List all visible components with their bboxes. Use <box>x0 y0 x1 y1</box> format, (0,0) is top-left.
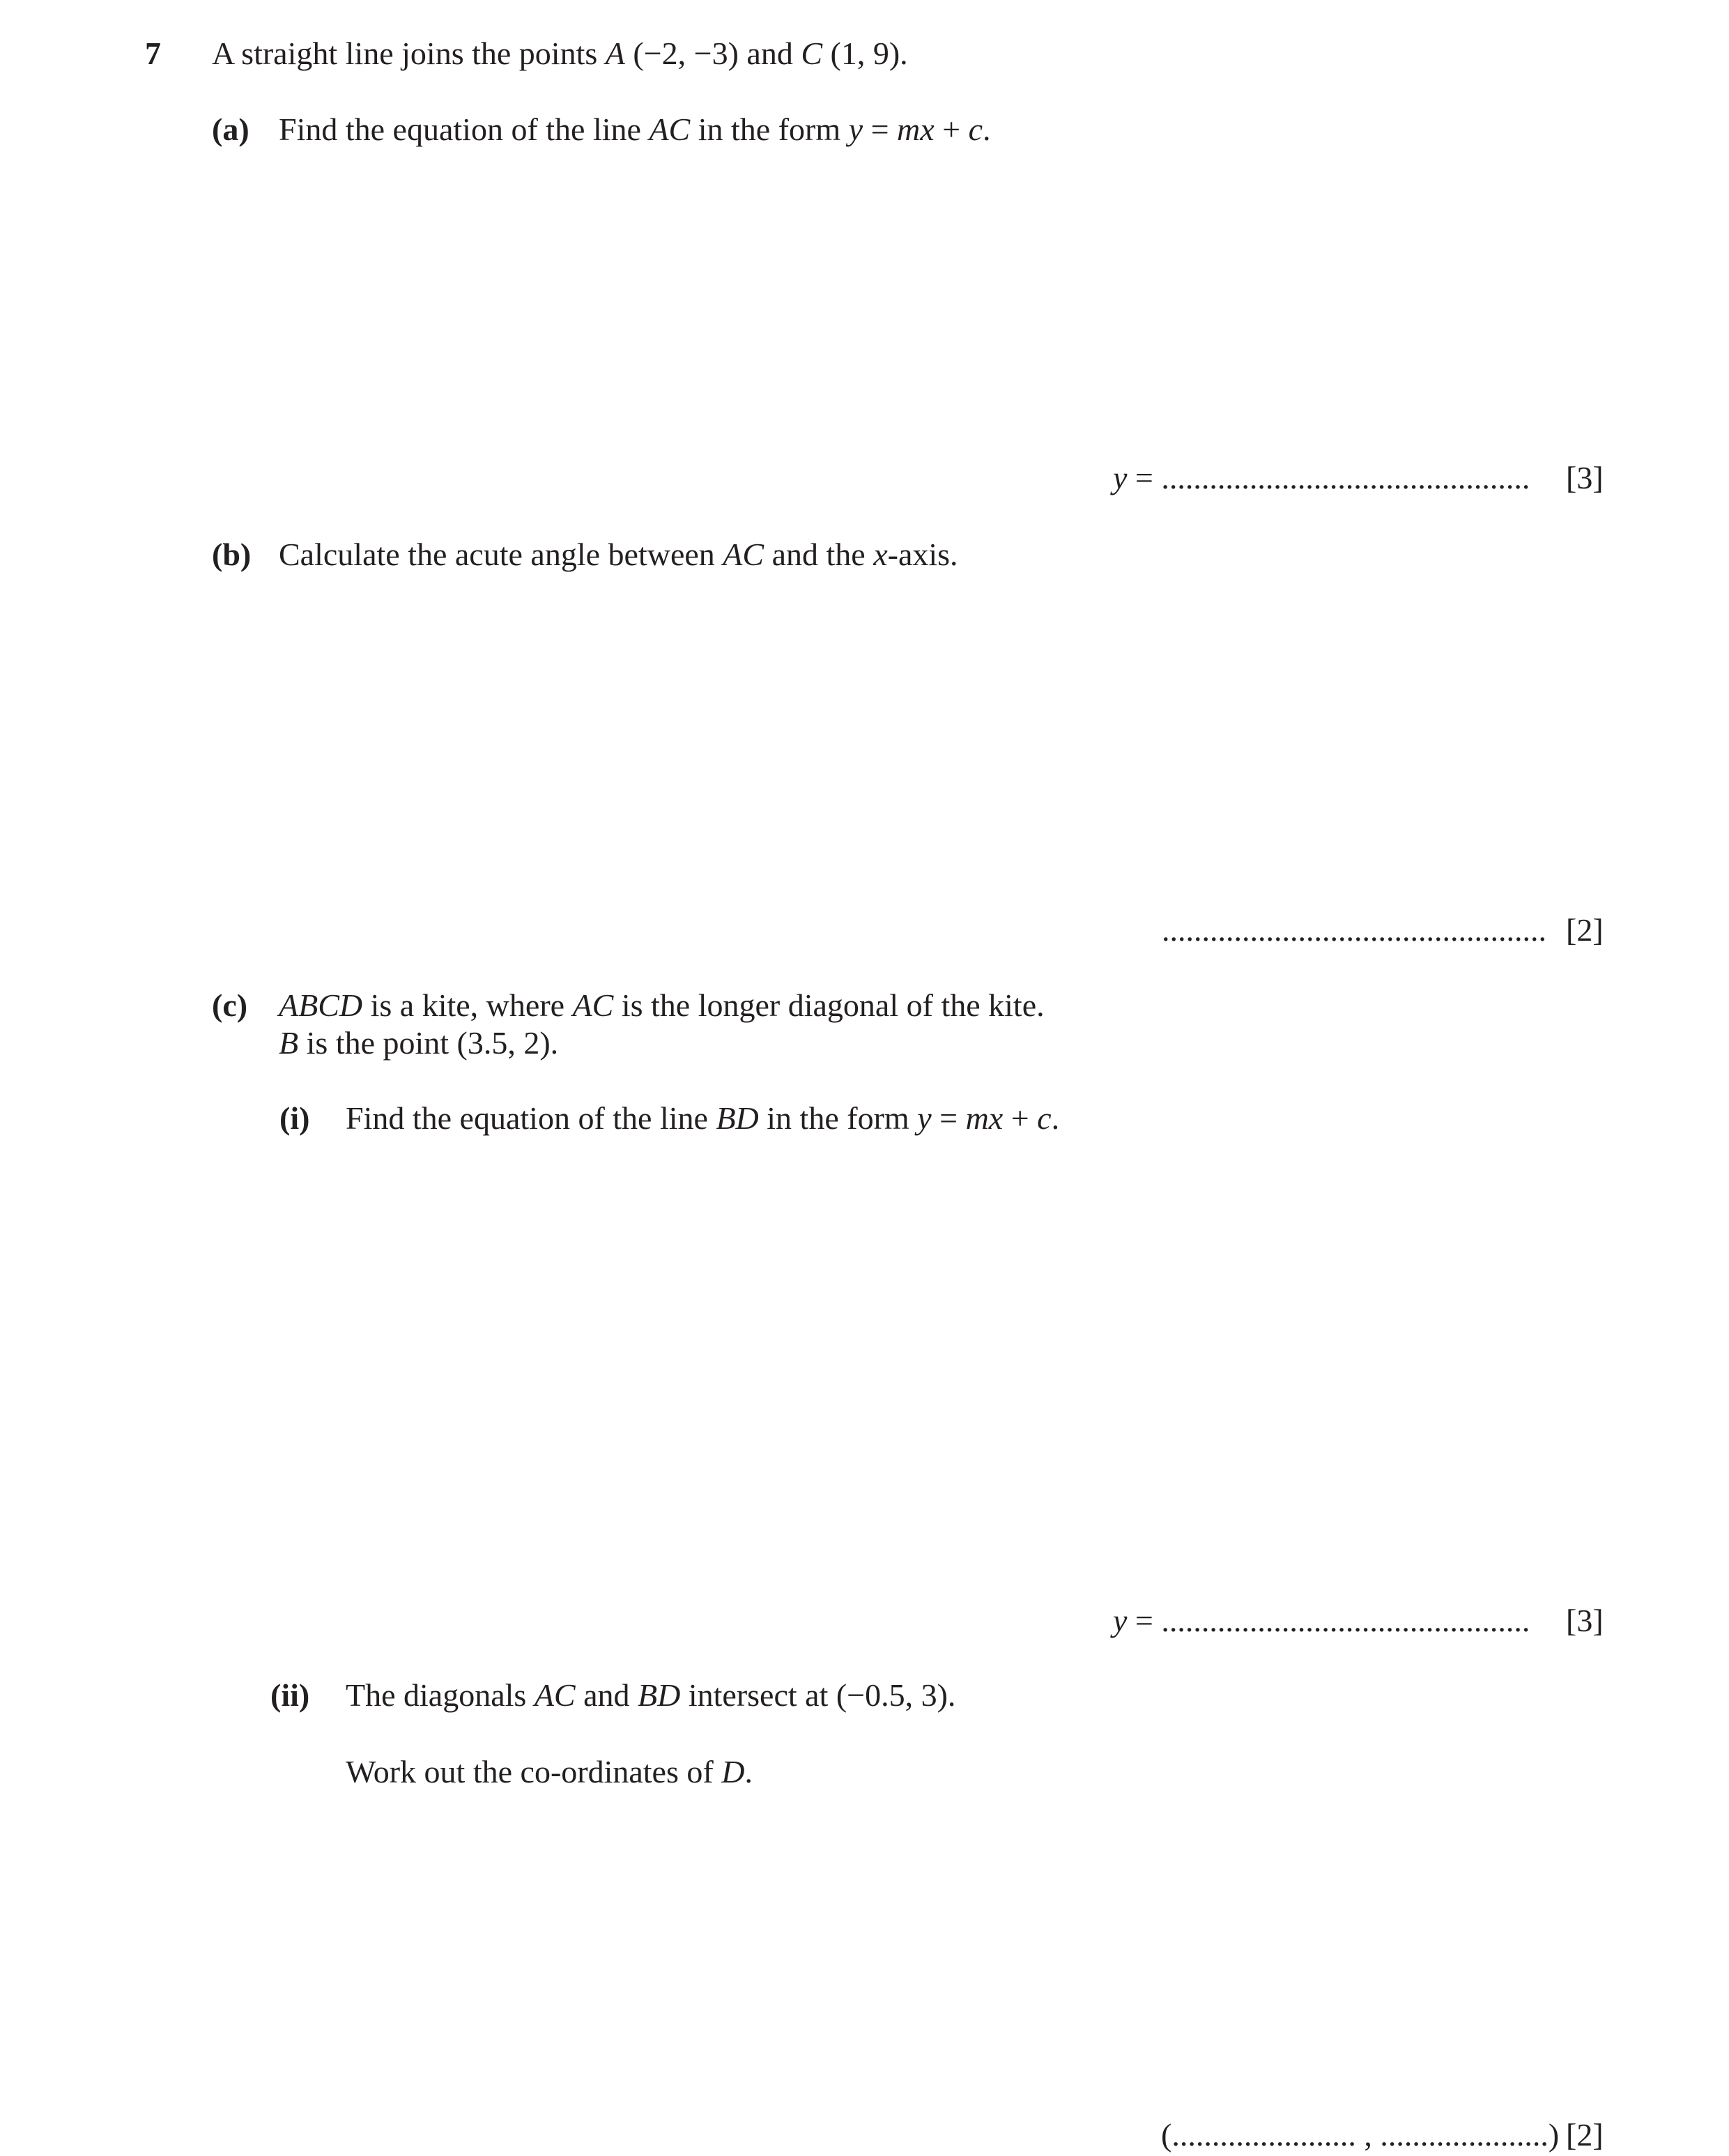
kite-abcd: ABCD <box>279 987 363 1023</box>
line-bd: BD <box>638 1677 681 1713</box>
answer-dots-x: ....................... <box>1171 2117 1356 2153</box>
part-a-marks: [3] <box>1566 460 1604 495</box>
part-c-label: (c) <box>212 987 248 1023</box>
var-y: y <box>848 111 863 147</box>
part-a-text-2: in the form <box>690 111 849 147</box>
part-c-text-2: is the longer diagonal of the kite. <box>613 987 1045 1023</box>
part-a-text-1: Find the equation of the line <box>279 111 650 147</box>
answer-dots: .............................................. <box>1161 460 1530 495</box>
stem-text: (1, 9). <box>822 36 908 71</box>
var-x: x <box>873 537 888 572</box>
part-c-i-text <box>346 1102 1059 1134</box>
open-paren: ( <box>1161 2117 1172 2153</box>
question-number: 7 <box>145 36 161 71</box>
var-c: c <box>1037 1100 1052 1136</box>
part-b-answer-line[interactable] <box>1162 914 1546 946</box>
plus-sign: + <box>1003 1100 1038 1136</box>
stem-text: (−2, −3) and <box>624 36 801 71</box>
part-b-text-1: Calculate the acute angle between <box>279 537 723 572</box>
part-c-i-text-1: Find the equation of the line <box>346 1100 716 1136</box>
equals-sign: = <box>931 1100 966 1136</box>
part-b-marks: [2] <box>1566 912 1604 948</box>
part-c-i-label: (i) <box>279 1100 310 1136</box>
part-a-label: (a) <box>212 111 249 147</box>
part-c-ii-text-4: Work out the co-ordinates of <box>346 1754 722 1789</box>
part-c-line-2 <box>279 1027 558 1059</box>
part-b-label: (b) <box>212 537 252 572</box>
line-bd: BD <box>716 1100 759 1136</box>
part-a-text <box>279 111 991 147</box>
part-c-ii-text-2: and <box>575 1677 638 1713</box>
line-ac: AC <box>572 987 614 1023</box>
point-a: A <box>605 36 625 71</box>
var-y: y <box>917 1100 932 1136</box>
coord-comma: , <box>1355 2117 1381 2153</box>
point-b: B <box>279 1025 299 1061</box>
full-stop: . <box>1051 1100 1060 1136</box>
point-c: C <box>801 36 823 71</box>
var-c: c <box>968 111 983 147</box>
part-c-text-1: is a kite, where <box>362 987 573 1023</box>
var-mx: mx <box>965 1100 1004 1136</box>
line-ac: AC <box>649 111 691 147</box>
part-c-i-text-2: in the form <box>758 1100 918 1136</box>
full-stop: . <box>744 1754 753 1789</box>
part-a-answer-line[interactable] <box>1113 462 1530 494</box>
close-paren: ) <box>1548 2117 1560 2153</box>
answer-dots-y: ..................... <box>1380 2117 1549 2153</box>
part-c-ii-text-3: intersect at (−0.5, 3). <box>680 1677 956 1713</box>
part-b-text-3: -axis. <box>887 537 958 572</box>
point-d: D <box>721 1754 745 1789</box>
answer-y: y <box>1113 460 1128 495</box>
part-c-text-3: is the point (3.5, 2). <box>298 1025 559 1061</box>
answer-equals: = <box>1127 460 1162 495</box>
question-stem <box>212 38 908 70</box>
answer-equals: = <box>1127 1603 1162 1638</box>
part-c-i-answer-line[interactable] <box>1113 1605 1530 1637</box>
part-c-i-marks: [3] <box>1566 1603 1604 1638</box>
answer-y: y <box>1113 1603 1128 1638</box>
part-c-ii-answer-line[interactable] <box>1161 2119 1559 2151</box>
part-c-ii-marks: [2] <box>1566 2117 1604 2153</box>
stem-text: A straight line joins the points <box>212 36 606 71</box>
part-b-text <box>279 539 958 571</box>
plus-sign: + <box>934 111 969 147</box>
part-b-text-2: and the <box>764 537 874 572</box>
part-c-ii-text <box>346 1679 955 1711</box>
answer-dots: ................................................ <box>1162 912 1546 948</box>
line-ac: AC <box>534 1677 576 1713</box>
answer-dots: .............................................. <box>1161 1603 1530 1638</box>
part-c-line-1 <box>279 987 1045 1023</box>
part-c-ii-label: (ii) <box>270 1677 310 1713</box>
part-c-ii-text-line-2 <box>346 1756 753 1788</box>
equals-sign: = <box>863 111 898 147</box>
var-mx: mx <box>897 111 935 147</box>
part-c-ii-text-1: The diagonals <box>346 1677 535 1713</box>
line-ac: AC <box>723 537 764 572</box>
full-stop: . <box>983 111 991 147</box>
